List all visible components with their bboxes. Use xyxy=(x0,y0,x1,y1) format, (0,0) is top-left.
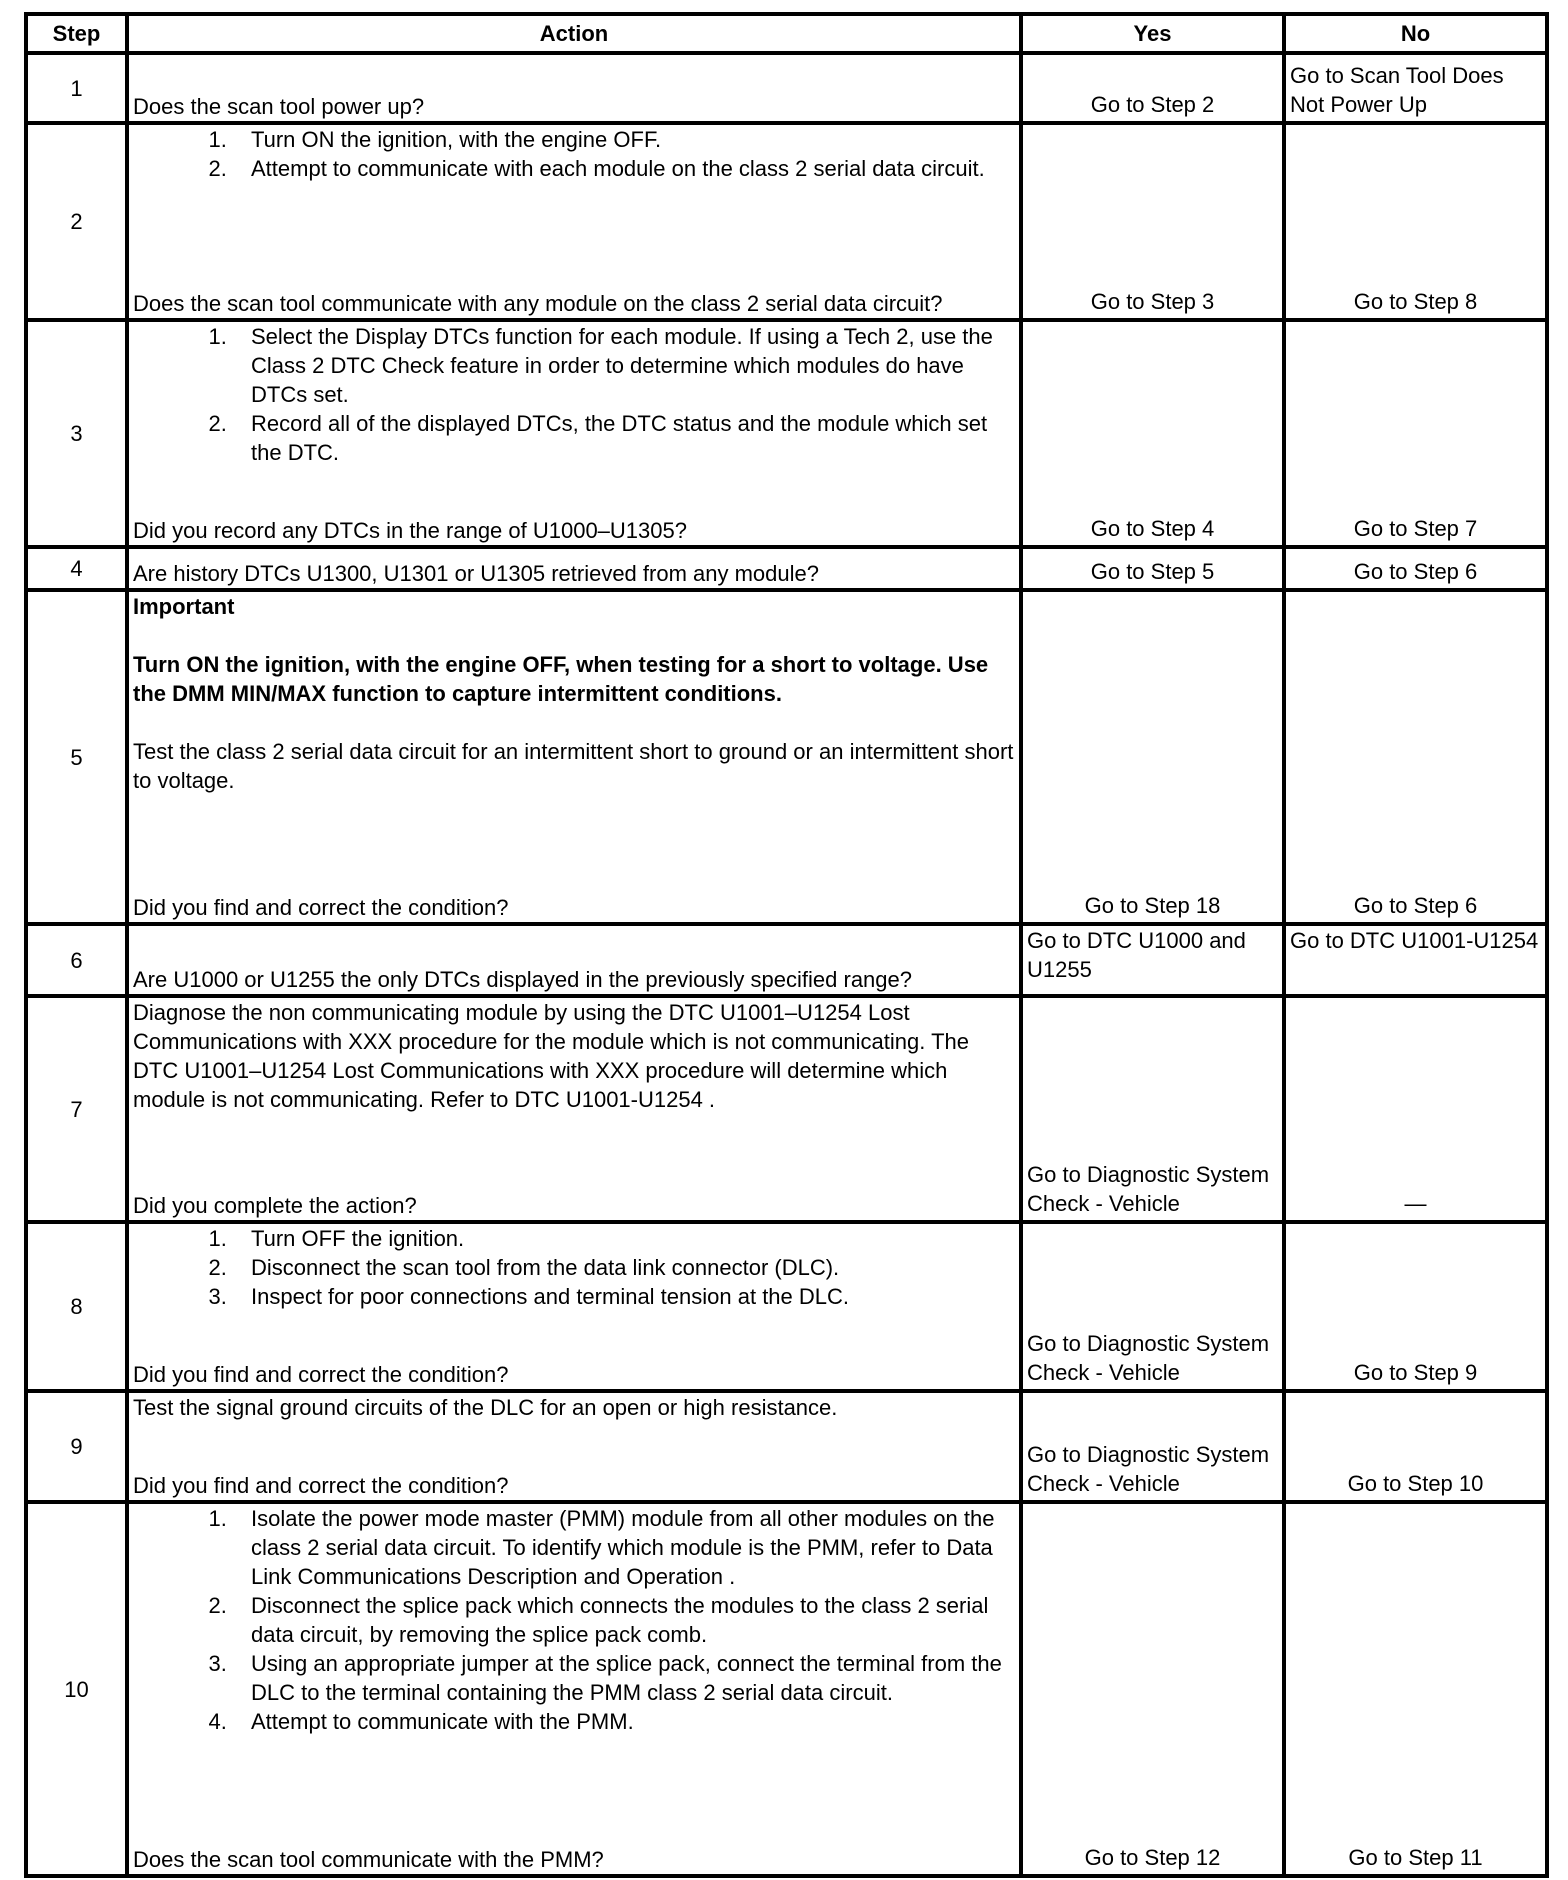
diagnostic-table xyxy=(24,12,1549,1878)
step-number: 3 xyxy=(26,320,127,547)
action-step-item: 3. Inspect for poor connections and terminal tension at the DLC. xyxy=(233,1282,1015,1311)
action-step-item: 2. Disconnect the scan tool from the data link connector (DLC). xyxy=(233,1253,1015,1282)
header-yes: Yes xyxy=(1021,14,1284,53)
no-result: Go to DTC U1001-U1254 xyxy=(1284,924,1547,996)
yes-result: Go to Step 5 xyxy=(1021,547,1284,590)
action-cell xyxy=(127,1391,1021,1502)
action-step-item: 4. Attempt to communicate with the PMM. xyxy=(233,1707,1015,1736)
header-action: Action xyxy=(127,14,1021,53)
yes-result: Go to Diagnostic System Check - Vehicle xyxy=(1021,1391,1284,1502)
step-number: 1 xyxy=(26,53,127,123)
action-step-item: 2. Record all of the displayed DTCs, the DTC status and the module which set the DTC. xyxy=(233,409,1015,467)
action-text: Diagnose the non communicating module by using the DTC U1001–U1254 Lost Communications with XXX procedure for the module which is not communicating. The DTC U1001–U1254 Lost Communications with XXX procedure will determine which module is not communicating. Refer to DTC U1001-U1254 . xyxy=(133,1000,969,1112)
action-question: Does the scan tool communicate with any module on the class 2 serial data circuit? xyxy=(133,291,943,316)
yes-result: Go to Step 3 xyxy=(1021,123,1284,320)
action-steps xyxy=(133,125,1015,183)
action-steps xyxy=(133,322,1015,467)
yes-result: Go to Diagnostic System Check - Vehicle xyxy=(1021,1222,1284,1391)
step-number: 6 xyxy=(26,924,127,996)
table-row xyxy=(26,123,1547,320)
action-cell xyxy=(127,996,1021,1222)
header-row xyxy=(26,14,1547,53)
action-step-item: 1. Turn ON the ignition, with the engine OFF. xyxy=(233,125,1015,154)
yes-result: Go to Step 4 xyxy=(1021,320,1284,547)
action-text: Test the class 2 serial data circuit for an intermittent short to ground or an intermittent short to voltage. xyxy=(133,739,1014,793)
important-label: Important xyxy=(133,594,235,619)
yes-result: Go to DTC U1000 and U1255 xyxy=(1021,924,1284,996)
action-question: Did you complete the action? xyxy=(133,1193,417,1218)
table-row xyxy=(26,924,1547,996)
no-result: Go to Step 8 xyxy=(1284,123,1547,320)
action-question: Did you find and correct the condition? xyxy=(133,1473,509,1498)
yes-result: Go to Step 12 xyxy=(1021,1502,1284,1876)
table-row xyxy=(26,590,1547,924)
yes-result: Go to Step 18 xyxy=(1021,590,1284,924)
action-question: Did you find and correct the condition? xyxy=(133,895,509,920)
no-result: Go to Scan Tool Does Not Power Up xyxy=(1284,53,1547,123)
yes-result: Go to Diagnostic System Check - Vehicle xyxy=(1021,996,1284,1222)
step-number: 7 xyxy=(26,996,127,1222)
important-note: Turn ON the ignition, with the engine OFF, when testing for a short to voltage. Use the DMM MIN/MAX function to capture intermittent conditions. xyxy=(133,652,989,706)
step-number: 9 xyxy=(26,1391,127,1502)
action-step-item: 1. Turn OFF the ignition. xyxy=(233,1224,1015,1253)
step-number: 8 xyxy=(26,1222,127,1391)
no-result: Go to Step 11 xyxy=(1284,1502,1547,1876)
action-cell xyxy=(127,53,1021,123)
no-result: Go to Step 6 xyxy=(1284,547,1547,590)
action-step-item: 2. Disconnect the splice pack which connects the modules to the class 2 serial data circuit, by removing the splice pack comb. xyxy=(233,1591,1015,1649)
table-row xyxy=(26,1502,1547,1876)
table-row xyxy=(26,53,1547,123)
table-row xyxy=(26,996,1547,1222)
action-cell xyxy=(127,924,1021,996)
no-result: Go to Step 9 xyxy=(1284,1222,1547,1391)
action-question: Does the scan tool communicate with the PMM? xyxy=(133,1847,604,1872)
action-question: Did you find and correct the condition? xyxy=(133,1362,509,1387)
action-step-item: 3. Using an appropriate jumper at the splice pack, connect the terminal from the DLC to the terminal containing the PMM class 2 serial data circuit. xyxy=(233,1649,1015,1707)
table-row xyxy=(26,547,1547,590)
no-result: Go to Step 7 xyxy=(1284,320,1547,547)
action-steps xyxy=(133,1224,1015,1311)
table-row xyxy=(26,320,1547,547)
no-result: — xyxy=(1284,996,1547,1222)
header-step: Step xyxy=(26,14,127,53)
action-cell xyxy=(127,547,1021,590)
action-cell xyxy=(127,590,1021,924)
action-question: Does the scan tool power up? xyxy=(133,94,425,119)
action-cell xyxy=(127,1502,1021,1876)
action-step-item: 2. Attempt to communicate with each module on the class 2 serial data circuit. xyxy=(233,154,1015,183)
action-steps xyxy=(133,1504,1015,1736)
no-result: Go to Step 6 xyxy=(1284,590,1547,924)
action-cell xyxy=(127,320,1021,547)
step-number: 2 xyxy=(26,123,127,320)
action-cell xyxy=(127,1222,1021,1391)
step-number: 10 xyxy=(26,1502,127,1876)
action-question: Did you record any DTCs in the range of U1000–U1305? xyxy=(133,518,687,543)
step-number: 5 xyxy=(26,590,127,924)
no-result: Go to Step 10 xyxy=(1284,1391,1547,1502)
action-step-item: 1. Isolate the power mode master (PMM) module from all other modules on the class 2 serial data circuit. To identify which module is the PMM, refer to Data Link Communications Description and Operation . xyxy=(233,1504,1015,1591)
yes-result: Go to Step 2 xyxy=(1021,53,1284,123)
action-step-item: 1. Select the Display DTCs function for each module. If using a Tech 2, use the Class 2 DTC Check feature in order to determine which modules do have DTCs set. xyxy=(233,322,1015,409)
action-cell xyxy=(127,123,1021,320)
action-question: Are U1000 or U1255 the only DTCs displayed in the previously specified range? xyxy=(133,967,912,992)
header-no: No xyxy=(1284,14,1547,53)
action-text: Test the signal ground circuits of the DLC for an open or high resistance. xyxy=(133,1395,838,1420)
table-row xyxy=(26,1391,1547,1502)
action-question: Are history DTCs U1300, U1301 or U1305 retrieved from any module? xyxy=(133,561,819,586)
step-number: 4 xyxy=(26,547,127,590)
table-row xyxy=(26,1222,1547,1391)
